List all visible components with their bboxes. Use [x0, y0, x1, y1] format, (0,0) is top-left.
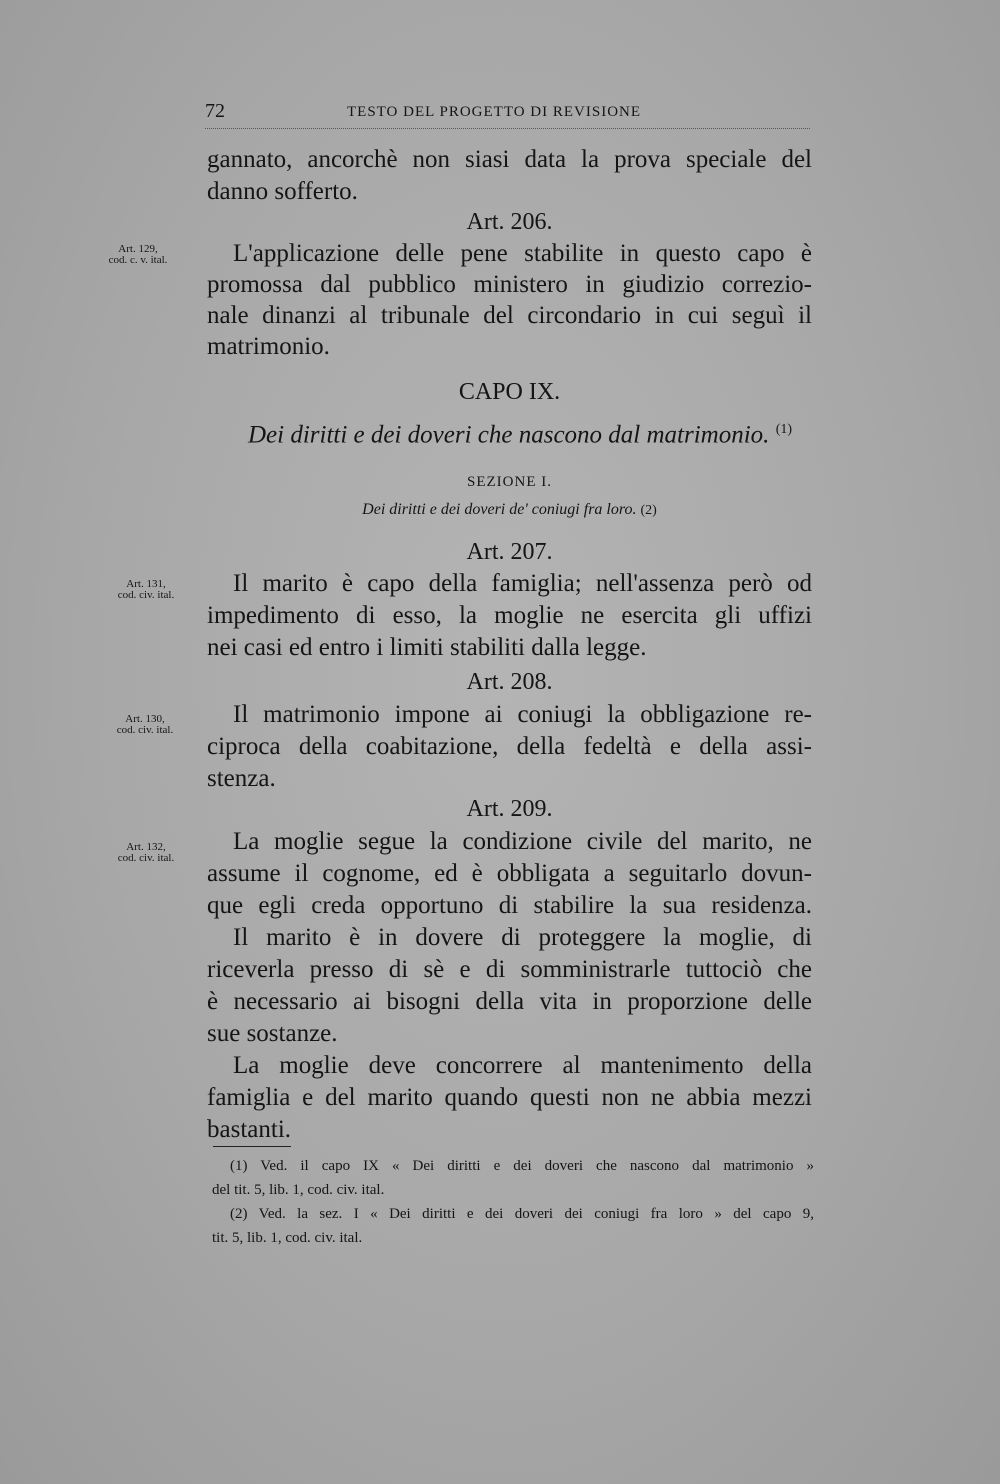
chapter-subtitle-text: Dei diritti e dei doveri che nascono dal matrimonio. [247, 421, 770, 449]
article-206-line-2: promossa dal pubblico ministero in giudizio correzio- [207, 271, 812, 298]
margin-note-code: cod. civ. ital. [116, 724, 174, 736]
article-206-line-1: L'applicazione delle pene stabilite in questo capo è [233, 240, 812, 267]
footnote-1-line-1: (1) Ved. il capo IX « Dei diritti e dei doveri che nascono dal matrimonio » [230, 1158, 814, 1174]
margin-note-article: Art. 130, [125, 713, 165, 725]
margin-note-article: Art. 129, [118, 243, 158, 255]
article-title-207: Art. 207. [466, 539, 553, 565]
margin-note-article: Art. 132, [126, 841, 166, 853]
margin-note-code: cod. civ. ital. [117, 589, 175, 601]
margin-note-article: Art. 131, [126, 578, 166, 590]
footnote-2-line-2: tit. 5, lib. 1, cod. civ. ital. [212, 1230, 363, 1246]
article-title-209: Art. 209. [466, 796, 553, 822]
article-209-line-6: è necessario ai bisogni della vita in proporzione delle [207, 988, 812, 1015]
article-title-208: Art. 208. [466, 669, 553, 695]
article-title-206: Art. 206. [466, 209, 553, 235]
article-207-line-1: Il marito è capo della famiglia; nell'assenza però od [233, 570, 812, 597]
margin-note-art-131 [101, 579, 191, 601]
footnote-1-line-2: del tit. 5, lib. 1, cod. civ. ital. [212, 1182, 385, 1198]
footnote-2-line-1: (2) Ved. la sez. I « Dei diritti e dei doveri dei coniugi fra loro » del capo 9, [230, 1206, 814, 1222]
article-209-line-1: La moglie segue la condizione civile del marito, ne [233, 828, 812, 855]
footnote-separator [213, 1146, 291, 1147]
margin-note-code: cod. civ. ital. [117, 852, 175, 864]
intro-line-2: danno sofferto. [207, 178, 358, 205]
article-206-line-3: nale dinanzi al tribunale del circondario in cui seguì il [207, 302, 812, 329]
article-209-line-8: La moglie deve concorrere al mantenimento della [233, 1052, 812, 1079]
page-header [205, 100, 810, 129]
article-209-line-5: riceverla presso di sè e di somministrarle tuttociò che [207, 956, 812, 983]
article-208-line-2: ciproca della coabitazione, della fedeltà e della assi- [207, 733, 812, 760]
chapter-title: CAPO IX. [458, 379, 561, 405]
article-209-line-10: bastanti. [207, 1116, 292, 1143]
article-208-line-3: stenza. [207, 765, 276, 792]
margin-note-art-129 [93, 244, 183, 266]
margin-note-art-130 [100, 714, 190, 736]
running-title: TESTO DEL PROGETTO DI REVISIONE [347, 104, 642, 120]
article-208-line-1: Il matrimonio impone ai coniugi la obbligazione re- [233, 701, 812, 728]
article-209-line-7: sue sostanze. [207, 1020, 338, 1047]
chapter-footnote-reference: (1) [775, 422, 793, 437]
article-209-line-2: assume il cognome, ed è obbligata a seguitarlo dovun- [207, 860, 812, 887]
page-number: 72 [205, 100, 225, 122]
article-207-line-2: impedimento di esso, la moglie ne esercita gli uffizi [207, 602, 812, 629]
article-206-line-4: matrimonio. [207, 333, 330, 360]
article-209-line-3: que egli creda opportuno di stabilire la sua residenza. [207, 892, 812, 919]
section-title: SEZIONE I. [467, 474, 552, 490]
article-207-line-3: nei casi ed entro i limiti stabiliti dalla legge. [207, 634, 647, 661]
article-209-line-9: famiglia e del marito quando questi non ne abbia mezzi [207, 1084, 812, 1111]
section-footnote-reference: (2) [640, 503, 657, 518]
margin-note-art-132 [101, 842, 191, 864]
margin-note-code: cod. c. v. ital. [108, 254, 168, 266]
section-subtitle-text: Dei diritti e dei doveri de' coniugi fra loro. [362, 501, 637, 518]
article-209-line-4: Il marito è in dovere di proteggere la moglie, di [233, 924, 812, 951]
chapter-subtitle [220, 414, 820, 450]
section-subtitle [207, 494, 812, 526]
intro-line-1: gannato, ancorchè non siasi data la prova speciale del [207, 146, 812, 173]
